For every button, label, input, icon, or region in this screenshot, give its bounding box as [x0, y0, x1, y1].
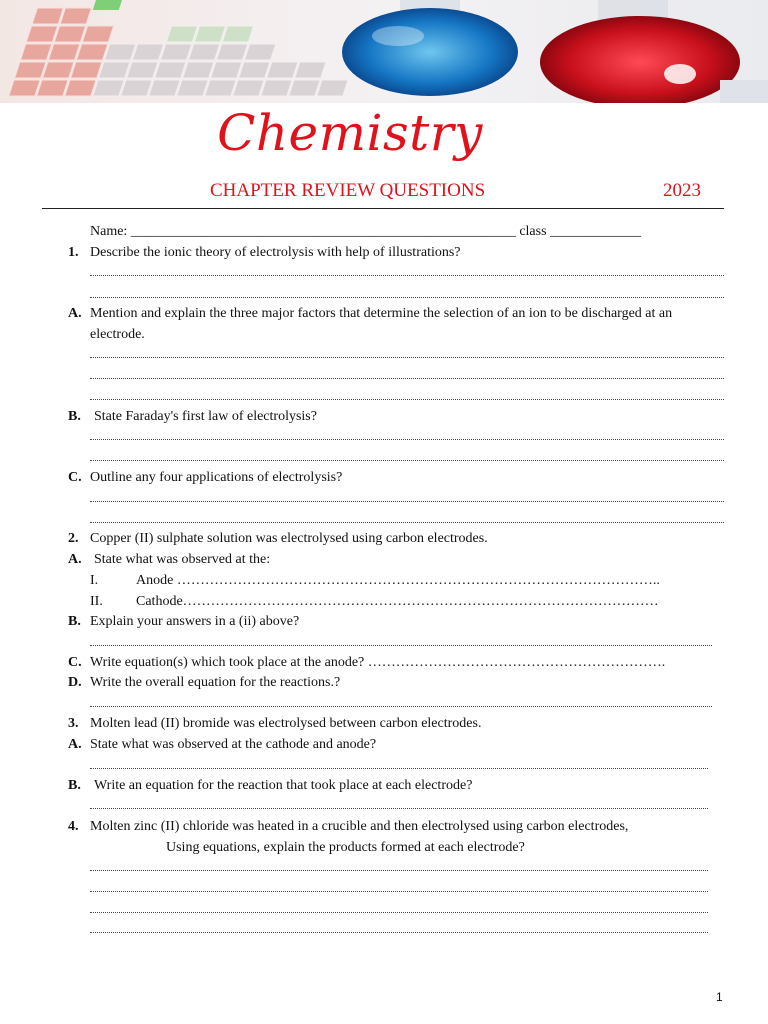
answer-line[interactable]: [90, 522, 724, 523]
question-4-continued: Using equations, explain the products formed at each electrode?: [166, 840, 525, 855]
page-title: Chemistry: [217, 104, 483, 162]
question-2a-i: I. Anode …………………………………………………………………………………………..: [90, 573, 660, 588]
answer-line[interactable]: [90, 645, 712, 646]
answer-line[interactable]: [90, 870, 708, 871]
question-3a: A. State what was observed at the cathode and anode?: [68, 737, 377, 752]
answer-line[interactable]: [90, 275, 724, 276]
question-2c: C. Write equation(s) which took place at the anode? ……………………………………………………….: [68, 655, 666, 670]
answer-line[interactable]: [90, 932, 708, 933]
question-1b: B. State Faraday's first law of electrolysis?: [68, 409, 317, 424]
question-2a: A. State what was observed at the:: [68, 552, 271, 567]
question-2a-ii: II. Cathode…………………………………………………………………………………………: [90, 594, 659, 609]
question-1c: C. Outline any four applications of electrolysis?: [68, 470, 343, 485]
question-3b: B. Write an equation for the reaction that took place at each electrode?: [68, 778, 473, 793]
answer-line[interactable]: [90, 399, 724, 400]
page-subtitle: CHAPTER REVIEW QUESTIONS: [210, 180, 486, 201]
header-divider: [42, 208, 724, 209]
question-2b: B. Explain your answers in a (ii) above?: [68, 614, 300, 629]
answer-line[interactable]: [90, 891, 708, 892]
question-2d: D. Write the overall equation for the reactions.?: [68, 675, 341, 690]
page-number: 1: [716, 990, 723, 1004]
name-class-field[interactable]: Name: _______________________________________________________ class _____________: [90, 224, 642, 239]
answer-line[interactable]: [90, 460, 724, 461]
header-banner-image: [0, 0, 768, 103]
answer-line[interactable]: [90, 808, 708, 809]
answer-line[interactable]: [90, 378, 724, 379]
question-2: 2. Copper (II) sulphate solution was electrolysed using carbon electrodes.: [68, 531, 488, 546]
answer-line[interactable]: [90, 768, 708, 769]
answer-line[interactable]: [90, 706, 712, 707]
answer-line[interactable]: [90, 501, 724, 502]
question-1a-continued: electrode.: [90, 327, 145, 342]
question-1a: A. Mention and explain the three major factors that determine the selection of an ion to be discharged at an: [68, 306, 673, 321]
answer-line[interactable]: [90, 357, 724, 358]
answer-line[interactable]: [90, 912, 708, 913]
year-label: 2023: [663, 180, 701, 201]
question-3: 3. Molten lead (II) bromide was electrolysed between carbon electrodes.: [68, 716, 482, 731]
answer-line[interactable]: [90, 297, 724, 298]
answer-line[interactable]: [90, 439, 724, 440]
question-1: 1. Describe the ionic theory of electrolysis with help of illustrations?: [68, 245, 461, 260]
question-4: 4. Molten zinc (II) chloride was heated in a crucible and then electrolysed using carbon electrodes,: [68, 819, 629, 834]
